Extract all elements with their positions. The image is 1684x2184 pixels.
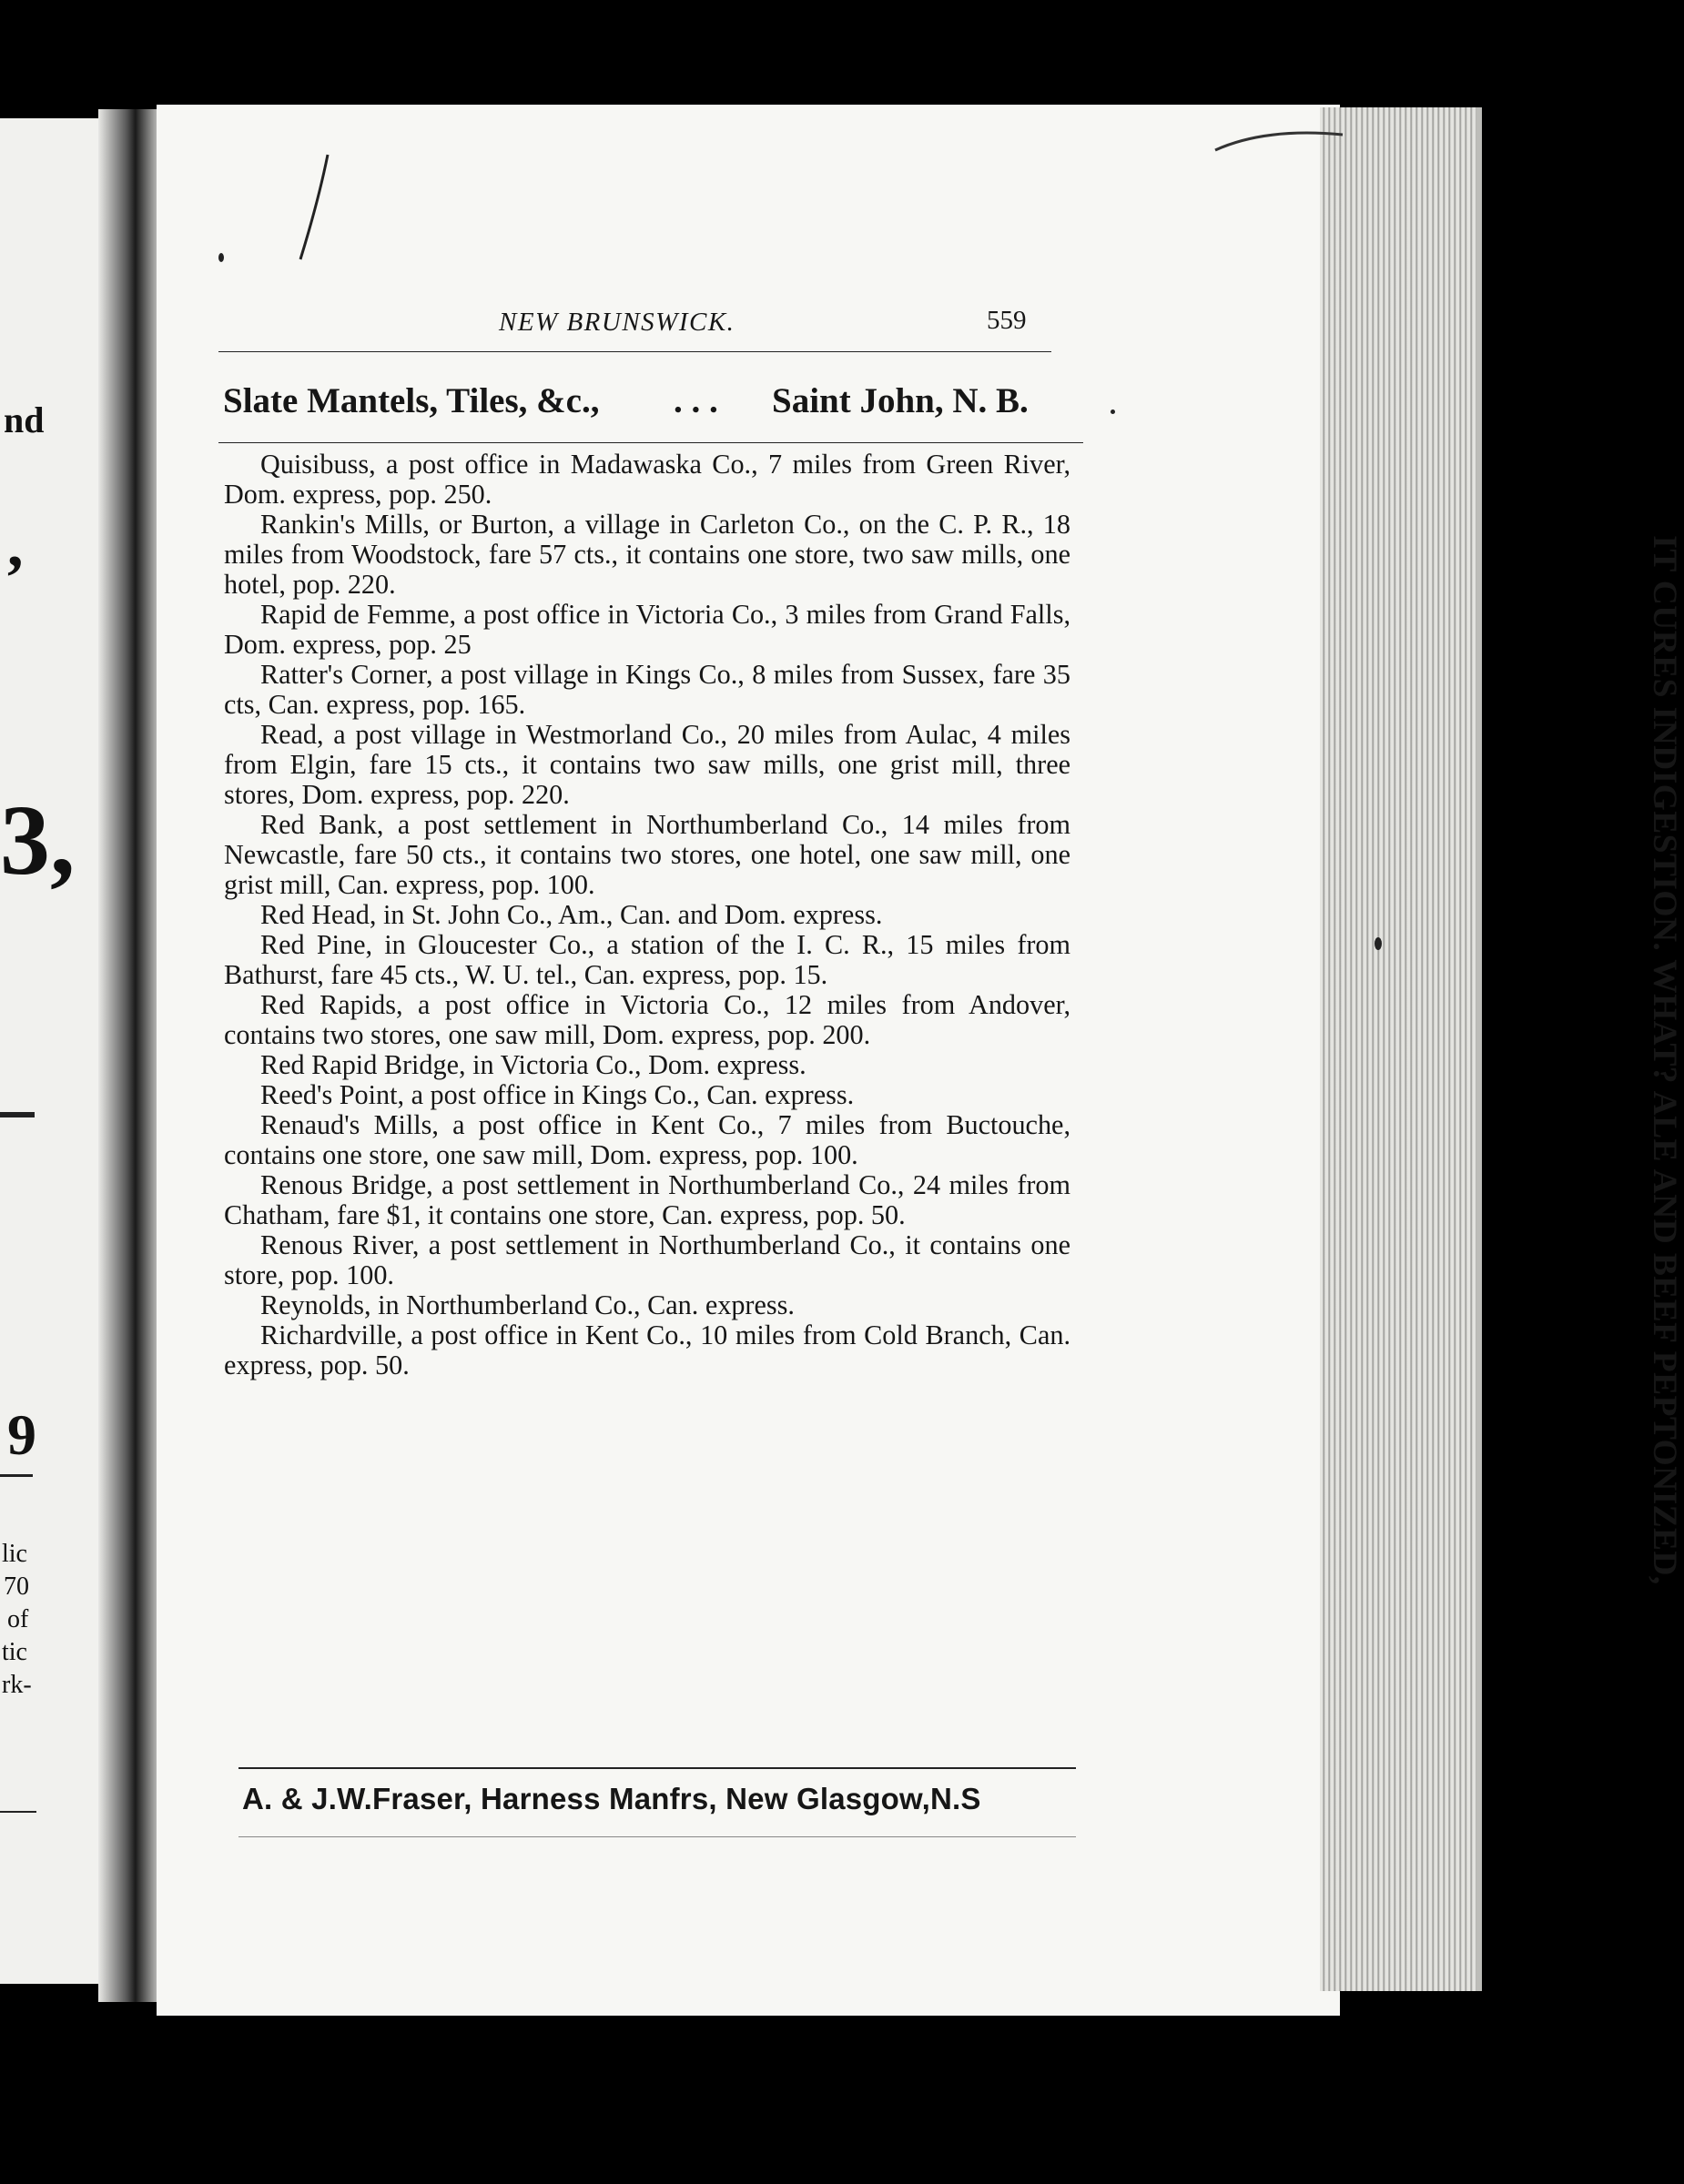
top-ad-dots: . . . [674, 381, 718, 420]
pen-mark [291, 146, 346, 264]
bottom-advertisement: A. & J.W.Fraser, Harness Manfrs, New Glasgow,N.S [242, 1782, 981, 1815]
entry: Red Head, in St. John Co., Am., Can. and Dom. express. [260, 899, 883, 930]
running-head-title: NEW BRUNSWICK. [499, 308, 735, 337]
footer-rule-lower [238, 1836, 1076, 1837]
entry: Richardville, a post office in Kent Co., 10 miles from Cold Branch, Can. express, pop. 50. [224, 1320, 1070, 1380]
entry: Rapid de Femme, a post office in Victoria Co., 3 miles from Grand Falls, Dom. express, pop. 25 [224, 599, 1070, 660]
entry: Quisibuss, a post office in Madawaska Co., 7 miles from Green River, Dom. express, pop. 250. [224, 449, 1070, 510]
top-ad-right: Saint John, N. B. [772, 381, 1029, 420]
top-ad-rule [218, 442, 1083, 443]
left-page-fragment: 3, [0, 784, 76, 895]
entry: Red Rapids, a post office in Victoria Co., 12 miles from Andover, contains two stores, one saw mill, Dom. express, pop. 200. [224, 989, 1070, 1050]
left-page-fragment: of [7, 1605, 29, 1633]
entry: Red Rapid Bridge, in Victoria Co., Dom. express. [260, 1049, 806, 1080]
left-page-fragment: 70 [4, 1572, 29, 1601]
left-page-fragment: 9 [7, 1402, 36, 1467]
left-page-fragment: rk- [2, 1671, 32, 1699]
left-page-fragment: , [7, 511, 24, 581]
left-page-rule [0, 1811, 36, 1813]
head-rule [218, 351, 1051, 352]
side-ad-text: IT CURES INDIGESTION. WHAT? ALE AND BEEF PEPTONIZED, [1646, 535, 1683, 1585]
entry: Renaud's Mills, a post office in Kent Co., 7 miles from Buctouche, contains one store, one saw mill, Dom. express, pop. 100. [224, 1109, 1070, 1170]
entry: Reed's Point, a post office in Kings Co., Can. express. [260, 1079, 855, 1110]
ink-speck [1375, 937, 1382, 950]
footer-rule [238, 1767, 1076, 1769]
ink-speck [1111, 410, 1115, 414]
pen-mark [1211, 118, 1347, 164]
entry: Red Bank, a post settlement in Northumberland Co., 14 miles from Newcastle, fare 50 cts., it contains two stores, one hotel, one saw mill, one grist mill, Can. express, pop. 100. [224, 809, 1070, 900]
entry: Renous River, a post settlement in Northumberland Co., it contains one store, pop. 100. [224, 1229, 1070, 1290]
page-number: 559 [987, 306, 1027, 335]
entry: Rankin's Mills, or Burton, a village in Carleton Co., on the C. P. R., 18 miles from Woodstock, fare 57 cts., it contains one store, two saw mills, one hotel, pop. 220. [224, 509, 1070, 600]
left-page-fragment: lic [2, 1540, 27, 1568]
entry: Reynolds, in Northumberland Co., Can. express. [260, 1289, 795, 1320]
entry: Red Pine, in Gloucester Co., a station of the I. C. R., 15 miles from Bathurst, fare 45 cts., W. U. tel., Can. express, pop. 15. [224, 929, 1070, 990]
entry: Read, a post village in Westmorland Co., 20 miles from Aulac, 4 miles from Elgin, fare 15 cts., it contains two saw mills, one grist mill, three stores, Dom. express, pop. 220. [224, 719, 1070, 810]
left-page-rule [0, 1474, 33, 1477]
left-page-rule [0, 1112, 35, 1117]
running-head [0, 306, 1573, 342]
left-page-fragment: nd [4, 399, 45, 440]
book-gutter [98, 109, 160, 2002]
side-advertisement [1620, 455, 1684, 1665]
left-page-fragment: tic [2, 1638, 27, 1666]
ink-speck [218, 253, 224, 262]
page-edges [1320, 107, 1482, 1991]
entry: Renous Bridge, a post settlement in Northumberland Co., 24 miles from Chatham, fare $1, it contains one store, Can. express, pop. 50. [224, 1169, 1070, 1230]
entry: Ratter's Corner, a post village in Kings Co., 8 miles from Sussex, fare 35 cts, Can. express, pop. 165. [224, 659, 1070, 720]
top-ad-left: Slate Mantels, Tiles, &c., [223, 381, 600, 420]
gazetteer-entries [224, 450, 1070, 1380]
